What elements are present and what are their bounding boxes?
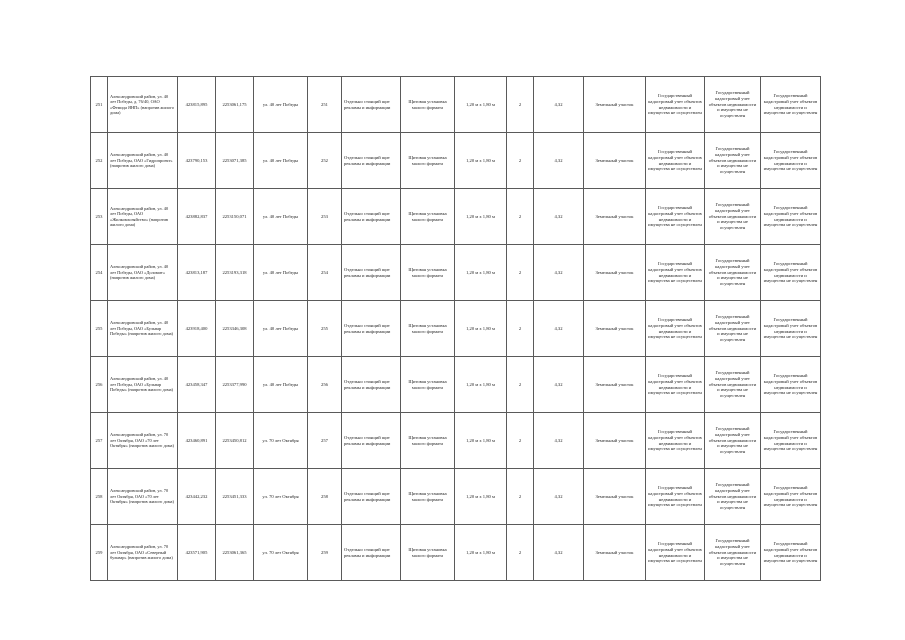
cell-num: 253 xyxy=(91,189,108,245)
cell-type: Отдельно стоящий щит рекламы и информации xyxy=(342,189,401,245)
cell-y: 2253451,333 xyxy=(216,469,254,525)
cell-x: 423790,153 xyxy=(178,133,216,189)
cell-size: 1,20 м х 1,80 м xyxy=(455,77,507,133)
cell-type: Отдельно стоящий щит рекламы и информации xyxy=(342,301,401,357)
cell-format: Щитовая установка малого формата xyxy=(401,77,455,133)
cell-x: 423815,895 xyxy=(178,77,216,133)
cell-owner2: Государственный кадастровый учет объектов недвижимости и имущества не осуществлен xyxy=(705,469,761,525)
cell-y: 2253193,318 xyxy=(216,245,254,301)
cell-sides: 2 xyxy=(507,525,534,581)
table-row xyxy=(91,413,821,469)
cell-num: 254 xyxy=(91,245,108,301)
cell-x: 423571,905 xyxy=(178,525,216,581)
cell-owner1: Государственный кадастровый учет объектов недвижимости и имущества не осуществлен xyxy=(646,301,705,357)
cell-idx: 254 xyxy=(308,245,342,301)
cell-type: Отдельно стоящий щит рекламы и информации xyxy=(342,133,401,189)
cell-format: Щитовая установка малого формата xyxy=(401,413,455,469)
cell-owner2: Государственный кадастровый учет объектов недвижимости и имущества не осуществлен xyxy=(705,77,761,133)
cell-address: Александровский район, ул. 40 лет Победы, ОАО «Гидропроект» (напротив жилого дома) xyxy=(108,133,178,189)
table-row xyxy=(91,133,821,189)
cell-size: 1,20 м х 1,80 м xyxy=(455,413,507,469)
cell-street: ул. 70 лет Октября xyxy=(254,413,308,469)
table-body xyxy=(91,77,821,581)
cell-num: 259 xyxy=(91,525,108,581)
cell-land: Земельный участок xyxy=(584,357,646,413)
cell-owner3: Государственный кадастровый учет объектов недвижимости и имущества не осуществлен xyxy=(761,357,821,413)
cell-format: Щитовая установка малого формата xyxy=(401,357,455,413)
table-row xyxy=(91,189,821,245)
cell-num: 251 xyxy=(91,77,108,133)
cell-format: Щитовая установка малого формата xyxy=(401,245,455,301)
cell-address: Александровский район, ул. 70 лет Октября, ОАО «Северный бульвар» (напротив жилого дома) xyxy=(108,525,178,581)
cell-address: Александровский район, ул. 40 лет Победы, д. 76/40, ОАО «Фемида ЯНП» (напротив жилого дома) xyxy=(108,77,178,133)
cell-owner3: Государственный кадастровый учет объектов недвижимости и имущества не осуществлен xyxy=(761,413,821,469)
cell-owner3: Государственный кадастровый учет объектов недвижимости и имущества не осуществлен xyxy=(761,469,821,525)
cell-owner2: Государственный кадастровый учет объектов недвижимости и имущества не осуществлен xyxy=(705,245,761,301)
table-row xyxy=(91,77,821,133)
cell-num: 256 xyxy=(91,357,108,413)
cell-sides: 2 xyxy=(507,301,534,357)
cell-area: 4,32 xyxy=(534,469,584,525)
cell-land: Земельный участок xyxy=(584,525,646,581)
cell-format: Щитовая установка малого формата xyxy=(401,133,455,189)
cell-size: 1,20 м х 1,80 м xyxy=(455,357,507,413)
cell-x: 423882,837 xyxy=(178,189,216,245)
cell-type: Отдельно стоящий щит рекламы и информации xyxy=(342,469,401,525)
cell-idx: 252 xyxy=(308,133,342,189)
cell-x: 423458,347 xyxy=(178,357,216,413)
cell-format: Щитовая установка малого формата xyxy=(401,189,455,245)
cell-owner1: Государственный кадастровый учет объектов недвижимости и имущества не осуществлен xyxy=(646,357,705,413)
cell-land: Земельный участок xyxy=(584,189,646,245)
cell-area: 4,32 xyxy=(534,301,584,357)
cell-street: ул. 40 лет Победы xyxy=(254,77,308,133)
cell-type: Отдельно стоящий щит рекламы и информации xyxy=(342,413,401,469)
cell-y: 2253377,990 xyxy=(216,357,254,413)
cell-street: ул. 40 лет Победы xyxy=(254,357,308,413)
cell-address: Александровский район, ул. 40 лет Победы, ОАО «Жилкомхозяйство» (напротив жилого дома) xyxy=(108,189,178,245)
cell-x: 423918,400 xyxy=(178,301,216,357)
cell-idx: 255 xyxy=(308,301,342,357)
cell-owner2: Государственный кадастровый учет объектов недвижимости и имущества не осуществлен xyxy=(705,357,761,413)
cell-street: ул. 40 лет Победы xyxy=(254,301,308,357)
cell-x: 423813,187 xyxy=(178,245,216,301)
cell-street: ул. 40 лет Победы xyxy=(254,189,308,245)
cell-format: Щитовая установка малого формата xyxy=(401,525,455,581)
cell-address: Александровский район, ул. 40 лет Победы, ОАО «Бульвар Победы» (напротив жилого дома) xyxy=(108,301,178,357)
cell-land: Земельный участок xyxy=(584,245,646,301)
cell-owner2: Государственный кадастровый учет объектов недвижимости и имущества не осуществлен xyxy=(705,189,761,245)
cell-x: 423460,891 xyxy=(178,413,216,469)
table-row xyxy=(91,357,821,413)
cell-type: Отдельно стоящий щит рекламы и информации xyxy=(342,245,401,301)
table-row xyxy=(91,245,821,301)
cell-area: 4,32 xyxy=(534,525,584,581)
cell-idx: 259 xyxy=(308,525,342,581)
cell-owner2: Государственный кадастровый учет объектов недвижимости и имущества не осуществлен xyxy=(705,413,761,469)
cell-y: 2253071,385 xyxy=(216,133,254,189)
cell-sides: 2 xyxy=(507,357,534,413)
cell-sides: 2 xyxy=(507,189,534,245)
cell-land: Земельный участок xyxy=(584,133,646,189)
cell-type: Отдельно стоящий щит рекламы и информации xyxy=(342,525,401,581)
cell-area: 4,32 xyxy=(534,357,584,413)
cell-idx: 253 xyxy=(308,189,342,245)
cell-owner1: Государственный кадастровый учет объектов недвижимости и имущества не осуществлен xyxy=(646,469,705,525)
cell-owner1: Государственный кадастровый учет объектов недвижимости и имущества не осуществлен xyxy=(646,77,705,133)
cell-land: Земельный участок xyxy=(584,413,646,469)
cell-address: Александровский район, ул. 40 лет Победы, ОАО «Бульвар Победы» (напротив жилого дома) xyxy=(108,357,178,413)
cell-owner1: Государственный кадастровый учет объектов недвижимости и имущества не осуществлен xyxy=(646,413,705,469)
cell-size: 1,20 м х 1,80 м xyxy=(455,525,507,581)
cell-type: Отдельно стоящий щит рекламы и информации xyxy=(342,357,401,413)
cell-format: Щитовая установка малого формата xyxy=(401,301,455,357)
cell-address: Александровский район, ул. 40 лет Победы, ОАО «Доломит» (напротив жилого дома) xyxy=(108,245,178,301)
cell-owner3: Государственный кадастровый учет объектов недвижимости и имущества не осуществлен xyxy=(761,189,821,245)
cell-num: 257 xyxy=(91,413,108,469)
cell-area: 4,32 xyxy=(534,245,584,301)
cell-y: 2253061,365 xyxy=(216,525,254,581)
cell-size: 1,20 м х 1,80 м xyxy=(455,133,507,189)
cell-size: 1,20 м х 1,80 м xyxy=(455,245,507,301)
cell-sides: 2 xyxy=(507,245,534,301)
cell-y: 2253346,308 xyxy=(216,301,254,357)
cell-idx: 258 xyxy=(308,469,342,525)
placements-table xyxy=(90,76,821,581)
cell-owner2: Государственный кадастровый учет объектов недвижимости и имущества не осуществлен xyxy=(705,133,761,189)
cell-format: Щитовая установка малого формата xyxy=(401,469,455,525)
cell-land: Земельный участок xyxy=(584,77,646,133)
cell-area: 4,32 xyxy=(534,77,584,133)
cell-y: 2253061,175 xyxy=(216,77,254,133)
cell-owner1: Государственный кадастровый учет объектов недвижимости и имущества не осуществлен xyxy=(646,245,705,301)
cell-owner2: Государственный кадастровый учет объектов недвижимости и имущества не осуществлен xyxy=(705,525,761,581)
cell-land: Земельный участок xyxy=(584,469,646,525)
cell-street: ул. 40 лет Победы xyxy=(254,133,308,189)
cell-type: Отдельно стоящий щит рекламы и информации xyxy=(342,77,401,133)
document-page xyxy=(90,76,820,581)
cell-idx: 257 xyxy=(308,413,342,469)
cell-area: 4,32 xyxy=(534,189,584,245)
cell-owner1: Государственный кадастровый учет объектов недвижимости и имущества не осуществлен xyxy=(646,189,705,245)
cell-sides: 2 xyxy=(507,413,534,469)
cell-owner3: Государственный кадастровый учет объектов недвижимости и имущества не осуществлен xyxy=(761,301,821,357)
cell-address: Александровский район, ул. 70 лет Октября, ОАО «70 лет Октября» (напротив жилого дома) xyxy=(108,469,178,525)
cell-street: ул. 70 лет Октября xyxy=(254,525,308,581)
cell-num: 255 xyxy=(91,301,108,357)
cell-size: 1,20 м х 1,80 м xyxy=(455,301,507,357)
cell-owner3: Государственный кадастровый учет объектов недвижимости и имущества не осуществлен xyxy=(761,525,821,581)
cell-owner1: Государственный кадастровый учет объектов недвижимости и имущества не осуществлен xyxy=(646,525,705,581)
cell-owner3: Государственный кадастровый учет объектов недвижимости и имущества не осуществлен xyxy=(761,77,821,133)
cell-area: 4,32 xyxy=(534,133,584,189)
table-row xyxy=(91,525,821,581)
cell-sides: 2 xyxy=(507,469,534,525)
cell-owner3: Государственный кадастровый учет объектов недвижимости и имущества не осуществлен xyxy=(761,245,821,301)
cell-street: ул. 40 лет Победы xyxy=(254,245,308,301)
cell-owner2: Государственный кадастровый учет объектов недвижимости и имущества не осуществлен xyxy=(705,301,761,357)
cell-owner3: Государственный кадастровый учет объектов недвижимости и имущества не осуществлен xyxy=(761,133,821,189)
cell-owner1: Государственный кадастровый учет объектов недвижимости и имущества не осуществлен xyxy=(646,133,705,189)
cell-num: 252 xyxy=(91,133,108,189)
cell-land: Земельный участок xyxy=(584,301,646,357)
cell-area: 4,32 xyxy=(534,413,584,469)
cell-y: 2253150,071 xyxy=(216,189,254,245)
cell-idx: 251 xyxy=(308,77,342,133)
cell-address: Александровский район, ул. 70 лет Октября, ОАО «70 лет Октября» (напротив жилого дома) xyxy=(108,413,178,469)
cell-street: ул. 70 лет Октября xyxy=(254,469,308,525)
cell-sides: 2 xyxy=(507,77,534,133)
cell-sides: 2 xyxy=(507,133,534,189)
table-row xyxy=(91,469,821,525)
table-row xyxy=(91,301,821,357)
cell-y: 2253450,812 xyxy=(216,413,254,469)
cell-x: 423442,232 xyxy=(178,469,216,525)
cell-num: 258 xyxy=(91,469,108,525)
cell-size: 1,20 м х 1,80 м xyxy=(455,469,507,525)
cell-idx: 256 xyxy=(308,357,342,413)
cell-size: 1,20 м х 1,80 м xyxy=(455,189,507,245)
